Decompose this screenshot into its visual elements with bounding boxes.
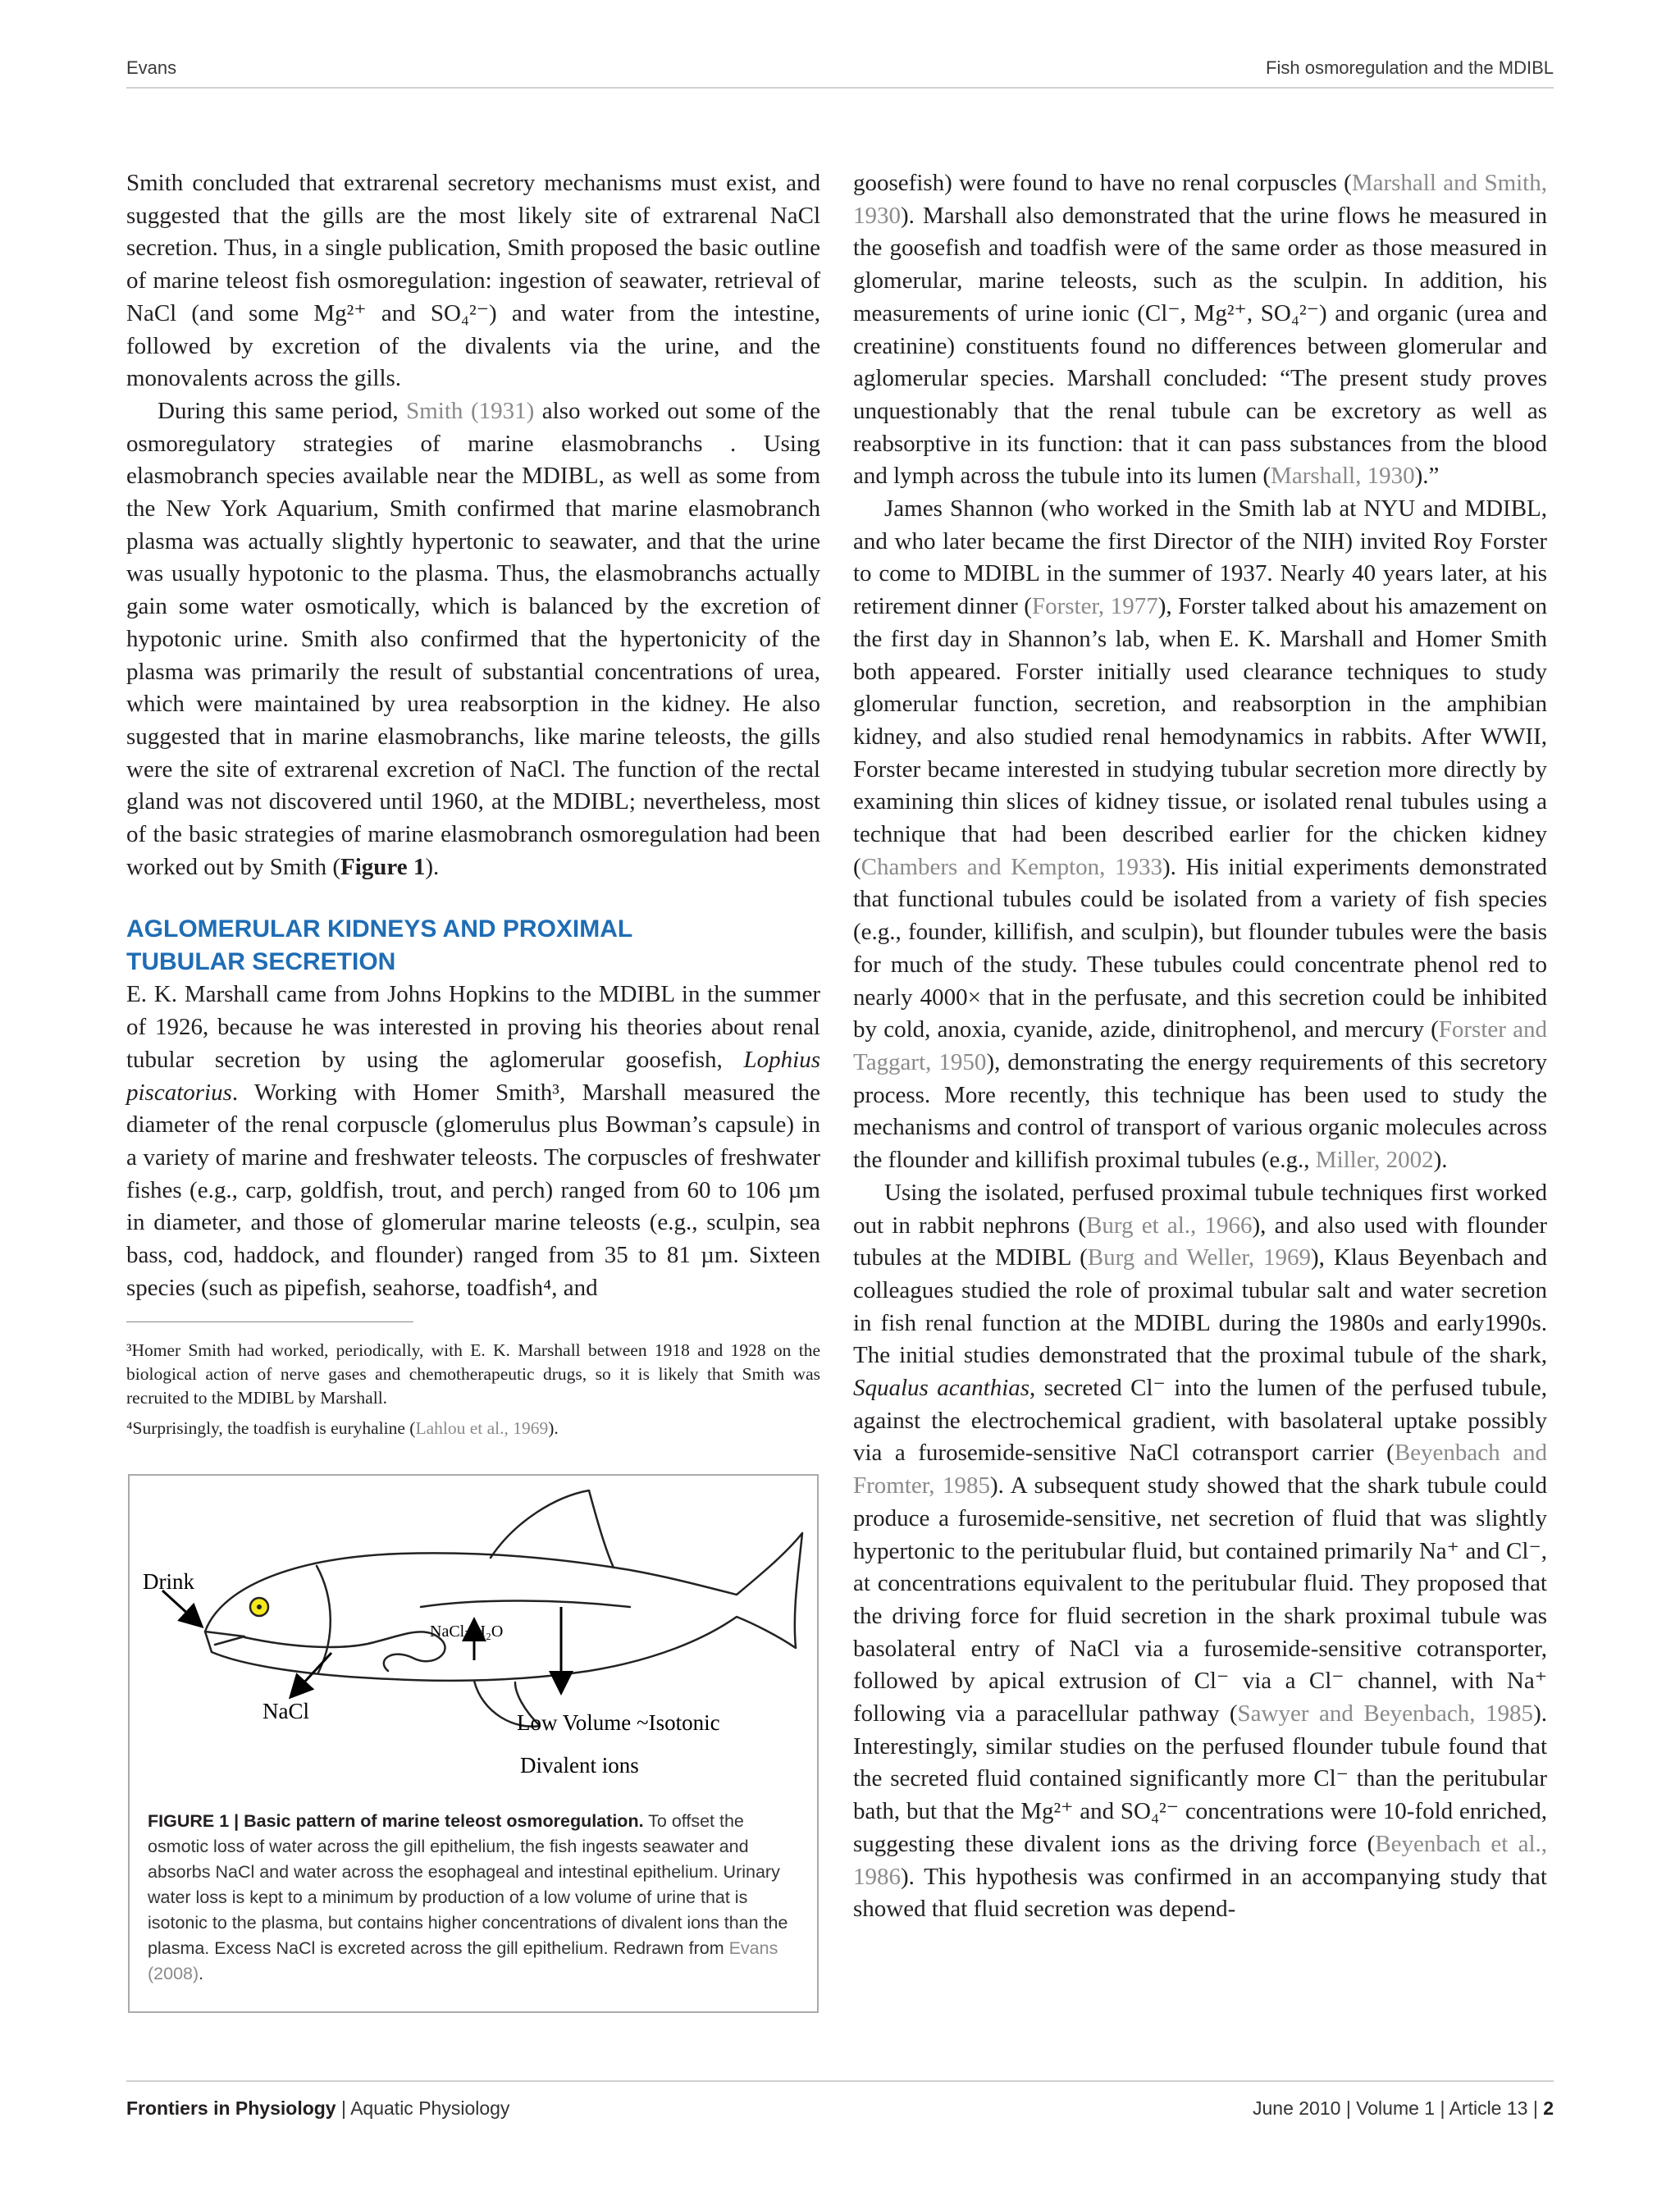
fish-osmoregulation-diagram [130,1476,817,1804]
footnote-4: ⁴Surprisingly, the toadfish is euryhaline (Lahlou et al., 1969). [126,1418,559,1438]
footer-journal: Frontiers in Physiology | Aquatic Physiology [126,2097,510,2119]
citation-link[interactable]: Forster, 1977 [1031,593,1158,620]
footer-rule [126,2080,1554,2082]
citation-link[interactable]: Miller, 2002 [1315,1147,1434,1174]
running-header-author: Evans [126,57,177,78]
paragraph: Using the isolated, perfused proximal tubule techniques first worked out in rabbit nephrons (Burg et al., 1966), and also used with flounder tubules at the MDIBL (Burg and Weller, 1969), Klaus Beyenbach and colleagues studied the role of proximal tubular salt and water secretion in fish renal function at the MDIBL during the 1980s and early1990s. The initial studies demonstrated that the proximal tubule of the shark, Squalus acanthias, secreted Cl⁻ into the lumen of the perfused tubule, against the electrochemical gradient, with basolateral uptake possibly via a furosemide-sensitive NaCl cotransport carrier (Beyenbach and Fromter, 1985). A subsequent study showed that the shark tubule could produce a furosemide-sensitive, net secretion of fluid that was slightly hypertonic to the peritubular fluid, but contained primarily Na⁺ and Cl⁻, at concentrations equivalent to the peritubular fluid. They proposed that the driving force for fluid secretion in the shark proximal tubule was basolateral entry of NaCl via a furosemide-sensitive cotransporter, followed by apical extrusion of Cl⁻ via a Cl⁻ channel, with Na⁺ following via a paracellular pathway (Sawyer and Beyenbach, 1985). Interestingly, similar studies on the perfused flounder tubule found that the secreted fluid contained significantly more Cl⁻ than the peritubular bath, but that the Mg²⁺ and SO₄²⁻ concentrations were 10-fold enriched, suggesting these divalent ions as the driving force (Beyenbach et al., 1986). This hypothesis was confirmed in an accompanying study that showed that fluid secretion was depend- [853,1179,1548,1923]
fish-body-outline [205,1533,802,1681]
citation-link[interactable]: Evans (2008) [148,1938,778,1983]
footer-issue: June 2010 | Volume 1 | Article 13 | 2 [1253,2097,1554,2119]
label-low-volume: Low Volume ~Isotonic [517,1710,720,1735]
citation-link[interactable]: Sawyer and Beyenbach, 1985 [1237,1700,1534,1728]
citation-link[interactable]: Marshall, 1930 [1271,463,1415,490]
citation-link[interactable]: Beyenbach et al., 1986 [853,1830,1548,1890]
label-nacl-h2o: NaCl+H₂O [430,1623,504,1641]
citation-link[interactable]: Forster and Taggart, 1950 [853,1016,1547,1075]
figure-caption: FIGURE 1 | Basic pattern of marine teleost osmoregulation. To offset the osmotic loss of water across the gill epithelium, the fish ingests seawater and absorbs NaCl and water across the esophageal and intestinal epithelium. Urinary water loss is kept to a minimum by production of a low volume of urine that is isotonic to the plasma, but contains higher concentrations of divalent ions than the plasma. Excess NaCl is excreted across the gill epithelium. Redrawn from Evans (2008). [148,1811,788,1983]
paragraph: James Shannon (who worked in the Smith lab at NYU and MDIBL, and who later became the first Director of the NIH) invited Roy Forster to come to MDIBL in the summer of 1937. Nearly 40 years later, at his retirement dinner (Forster, 1977), Forster talked about his amazement on the first day in Shannon’s lab, when E. K. Marshall and Homer Smith both appeared. Forster initially used clearance techniques to study glomerular function, secretion, and reabsorption in the amphibian kidney, and also studied renal hemodynamics in rabbits. After WWII, Forster became interested in studying tubular secretion more directly by examining thin slices of kidney tissue, or isolated renal tubules using a technique that had been described earlier for the chicken kidney (Chambers and Kempton, 1933). His initial experiments demonstrated that functional tubules could be isolated from a variety of fish species (e.g., founder, killifish, and sculpin), but flounder tubules were the basis for much of the study. These tubules could concentrate phenol red to nearly 4000× that in the perfusate, and this secretion could be inhibited by cold, anoxia, cyanide, azide, dinitrophenol, and mercury (Forster and Taggart, 1950), demonstrating the energy requirements of this secretory process. More recently, this technique has been used to study the mechanisms and control of transport of various organic molecules across the flounder and killifish proximal tubules (e.g., Miller, 2002). [853,495,1548,1174]
label-divalent-ions: Divalent ions [520,1753,639,1778]
paragraph: Smith concluded that extrarenal secretory mechanisms must exist, and suggested that the gills are the most likely site of extrarenal NaCl secretion. Thus, in a single publication, Smith proposed the basic outline of marine teleost fish osmoregulation: ingestion of seawater, retrieval of NaCl (and some Mg²⁺ and SO₄²⁻) and water from the intestine, followed by excretion of the divalents via the urine, and the monovalents across the gills. [126,170,820,392]
mouth [205,1632,244,1645]
footnote-3: ³Homer Smith had worked, periodically, with E. K. Marshall between 1918 and 1928 on the biological action of nerve gases and chemotherapeutic drugs, so it is likely that Smith was recruited to the MDIBL by Marshall. [126,1340,820,1408]
label-drink: Drink [143,1569,194,1594]
drink-arrow [162,1591,200,1625]
kidney-tube [421,1601,630,1608]
paragraph: During this same period, Smith (1931) also worked out some of the osmoregulatory strategies of marine elasmobranchs . Using elasmobranch species available near the MDIBL, as well as some from the New York Aquarium, Smith confirmed that marine elasmobranch plasma was actually slightly hypertonic to seawater, and that the urine was usually hypotonic to the plasma. Thus, the elasmobranchs actually gain some water osmotically, which is balanced by the excretion of hypotonic urine. Smith also confirmed that the hypertonicity of the plasma was primarily the result of substantial concentrations of urea, which were maintained by urea reabsorption in the kidney. He also suggested that in marine elasmobranchs, like marine teleosts, the gills were the site of extrarenal excretion of NaCl. The function of the rectal gland was not discovered until 1960, at the MDIBL; nevertheless, most of the basic strategies of marine elasmobranch osmoregulation had been worked out by Smith (Figure 1). [126,397,820,880]
footnotes [126,1339,820,1447]
figure-1 [128,1474,819,2013]
paragraph: goosefish) were found to have no renal corpuscles (Marshall and Smith, 1930). Marshall also demonstrated that the urine flows he measured in the goosefish and toadfish were of the same order as those measured in glomerular, marine teleosts, such as the sculpin. In addition, his measurements of urine ionic (Cl⁻, Mg²⁺, SO₄²⁻) and organic (urea and creatinine) constituents found no differences between glomerular and aglomerular species. Marshall concluded: “The present study proves unquestionably that the renal tubule can be excretory as well as reabsorptive in its function: that it can pass substances from the blood and lymph across the tubule into its lumen (Marshall, 1930).” [853,170,1547,490]
left-column [126,167,820,1305]
citation-link[interactable]: Smith (1931) [406,397,535,424]
page-number: 2 [1543,2097,1554,2119]
right-column [853,167,1547,1926]
header-rule [126,87,1554,89]
section-heading: AGLOMERULAR KIDNEYS AND PROXIMAL TUBULAR SECRETION [126,915,633,976]
paragraph: E. K. Marshall came from Johns Hopkins to the MDIBL in the summer of 1926, because he was interested in proving his theories about renal tubular secretion by using the aglomerular goosefish, Lophius piscatorius. Working with Homer Smith³, Marshall measured the diameter of the renal corpuscle (glomerulus plus Bowman’s capsule) in a variety of marine and freshwater teleosts. The corpuscles of freshwater fishes (e.g., carp, goldfish, trout, and perch) ranged from 60 to 106 µm in diameter, and those of glomerular marine teleosts (e.g., sculpin, sea bass, cod, haddock, and flounder) ranged from 35 to 81 µm. Sixteen species (such as pipefish, seahorse, toadfish⁴, and [126,981,820,1301]
footnote-rule [126,1321,413,1322]
running-header-title: Fish osmoregulation and the MDIBL [1266,57,1554,78]
citation-link[interactable]: Burg et al., 1966 [1086,1212,1253,1239]
figure-link[interactable]: Figure 1 [340,853,426,880]
gut-tube [244,1632,445,1671]
citation-link[interactable]: Marshall and Smith, 1930 [853,170,1547,229]
label-nacl: NaCl [262,1699,309,1723]
citation-link[interactable]: Burg and Weller, 1969 [1087,1244,1312,1271]
citation-link[interactable]: Chambers and Kempton, 1933 [861,853,1162,880]
citation-link[interactable]: Beyenbach and Fromter, 1985 [853,1440,1548,1499]
citation-link[interactable]: Lahlou et al., 1969 [415,1418,549,1438]
